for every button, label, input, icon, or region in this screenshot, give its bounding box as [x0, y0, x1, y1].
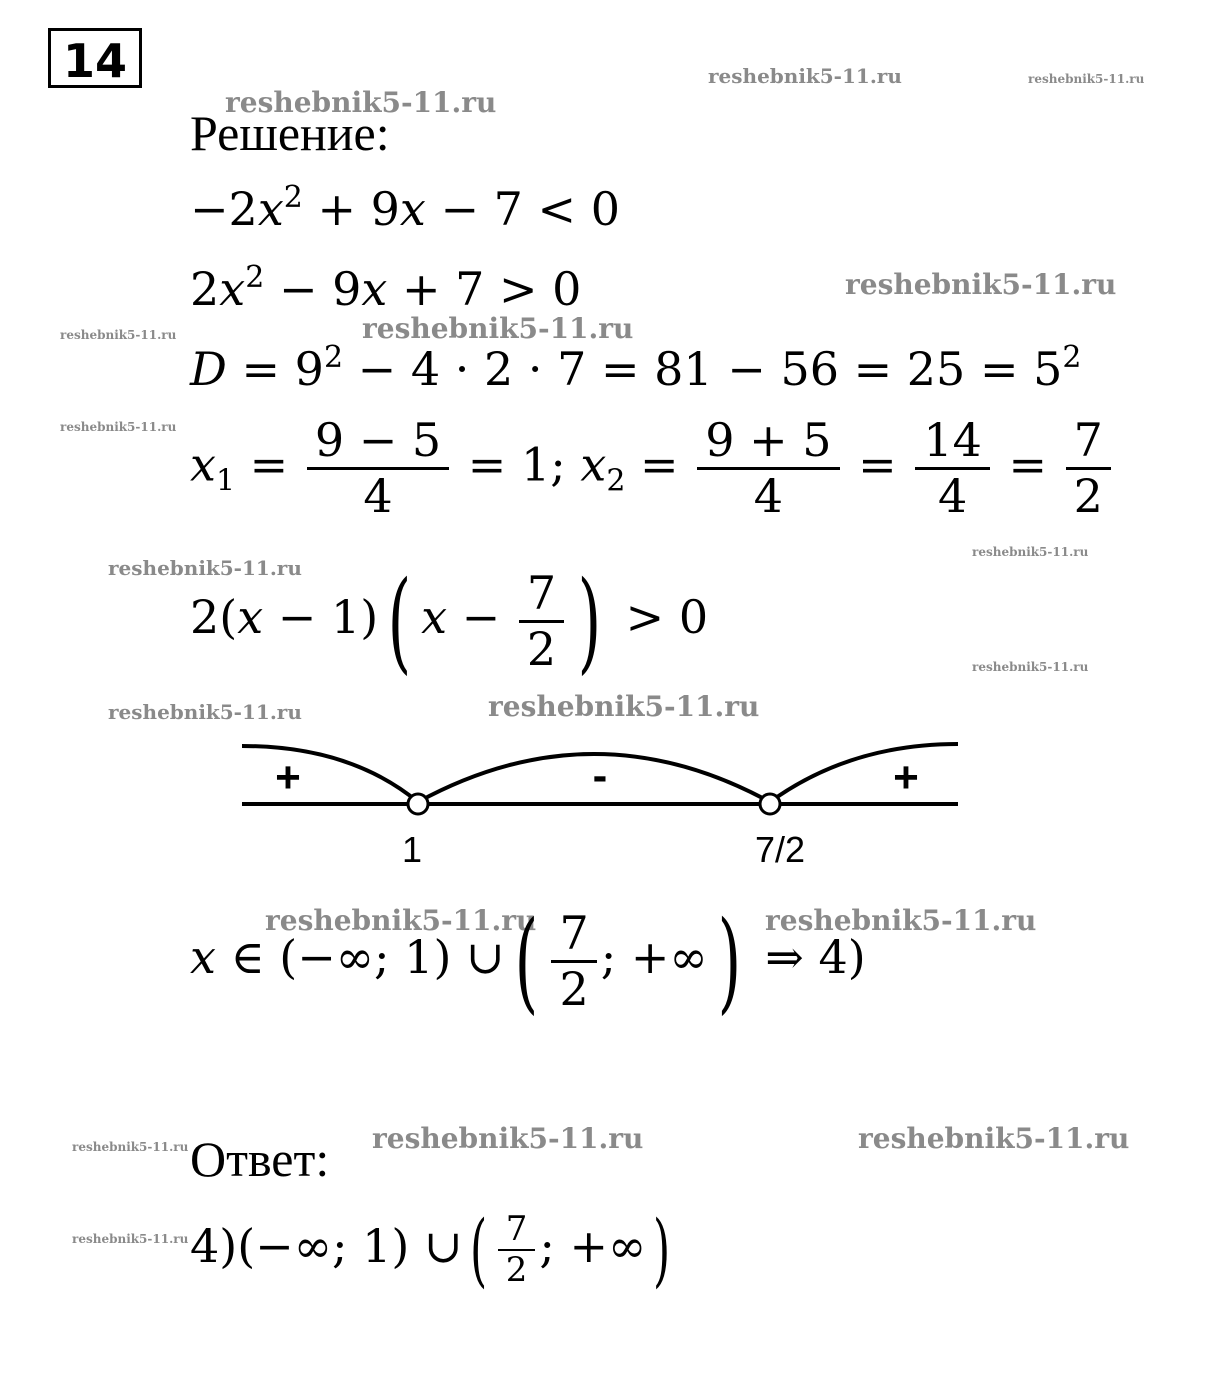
watermark: reshebnik5-11.ru [488, 690, 760, 723]
inequality-multiplied: $2x^2 - 9x + 7 > 0$ [190, 260, 582, 316]
watermark: reshebnik5-11.ru [108, 556, 302, 580]
watermark: reshebnik5-11.ru [265, 904, 537, 937]
fraction-14-4: $\frac{14}{4}$ [915, 414, 990, 523]
watermark: reshebnik5-11.ru [72, 1232, 189, 1246]
point-label-1: 1 [401, 829, 423, 870]
problem-number-box: 14 [48, 28, 142, 88]
open-point-1 [408, 794, 428, 814]
watermark: reshebnik5-11.ru [765, 904, 1037, 937]
solution-heading: Решение: [190, 105, 390, 161]
watermark: reshebnik5-11.ru [225, 86, 497, 119]
watermark: reshebnik5-11.ru [708, 64, 902, 88]
fraction-x1: $\frac{9 - 5}{4}$ [307, 414, 449, 523]
factored-line: 2(x − 1)( x − $\frac{7}{2}$ ) > 0 [190, 557, 709, 685]
fraction-x2: $\frac{9 + 5}{4}$ [697, 414, 839, 523]
watermark: reshebnik5-11.ru [60, 328, 177, 342]
discriminant-line: $D = 9^2 - 4 \cdot 2 \cdot 7 = 81 - 56 = 25 = 5^2$ [190, 340, 1082, 396]
sign-arc-right [770, 744, 958, 802]
sign-chart [230, 726, 970, 876]
answer-line: 4)(−∞; 1) ∪( $\frac{7}{2}$ ; +∞) [190, 1203, 671, 1297]
inequality-original: $-2x^2 + 9x - 7 < 0$ [190, 180, 620, 236]
sign-right: + [893, 753, 919, 802]
sign-middle: - [592, 751, 608, 800]
answer-heading: Ответ: [190, 1131, 330, 1187]
sign-arc-left [242, 746, 418, 802]
watermark: reshebnik5-11.ru [845, 268, 1117, 301]
open-point-7-2 [760, 794, 780, 814]
watermark: reshebnik5-11.ru [972, 545, 1089, 559]
watermark: reshebnik5-11.ru [972, 660, 1089, 674]
point-label-7-2: 7/2 [754, 829, 806, 870]
watermark: reshebnik5-11.ru [72, 1140, 189, 1154]
watermark: reshebnik5-11.ru [1028, 72, 1145, 86]
fraction-7-2: $\frac{7}{2}$ [1066, 414, 1111, 523]
watermark: reshebnik5-11.ru [858, 1122, 1130, 1155]
solution-set-line: x ∈ (−∞; 1) ∪( $\frac{7}{2}$ ; +∞) ⇒ 4) [190, 897, 866, 1025]
watermark: reshebnik5-11.ru [362, 312, 634, 345]
roots-line: $x_1$ = $\frac{9 - 5}{4}$ = 1; $x_2$ = $\frac{9 + 5}{4}$ = $\frac{14}{4}$ = $\frac{7}{2}$ [190, 414, 1115, 523]
watermark: reshebnik5-11.ru [60, 420, 177, 434]
sign-left: + [275, 753, 301, 802]
watermark: reshebnik5-11.ru [372, 1122, 644, 1155]
watermark: reshebnik5-11.ru [108, 700, 302, 724]
